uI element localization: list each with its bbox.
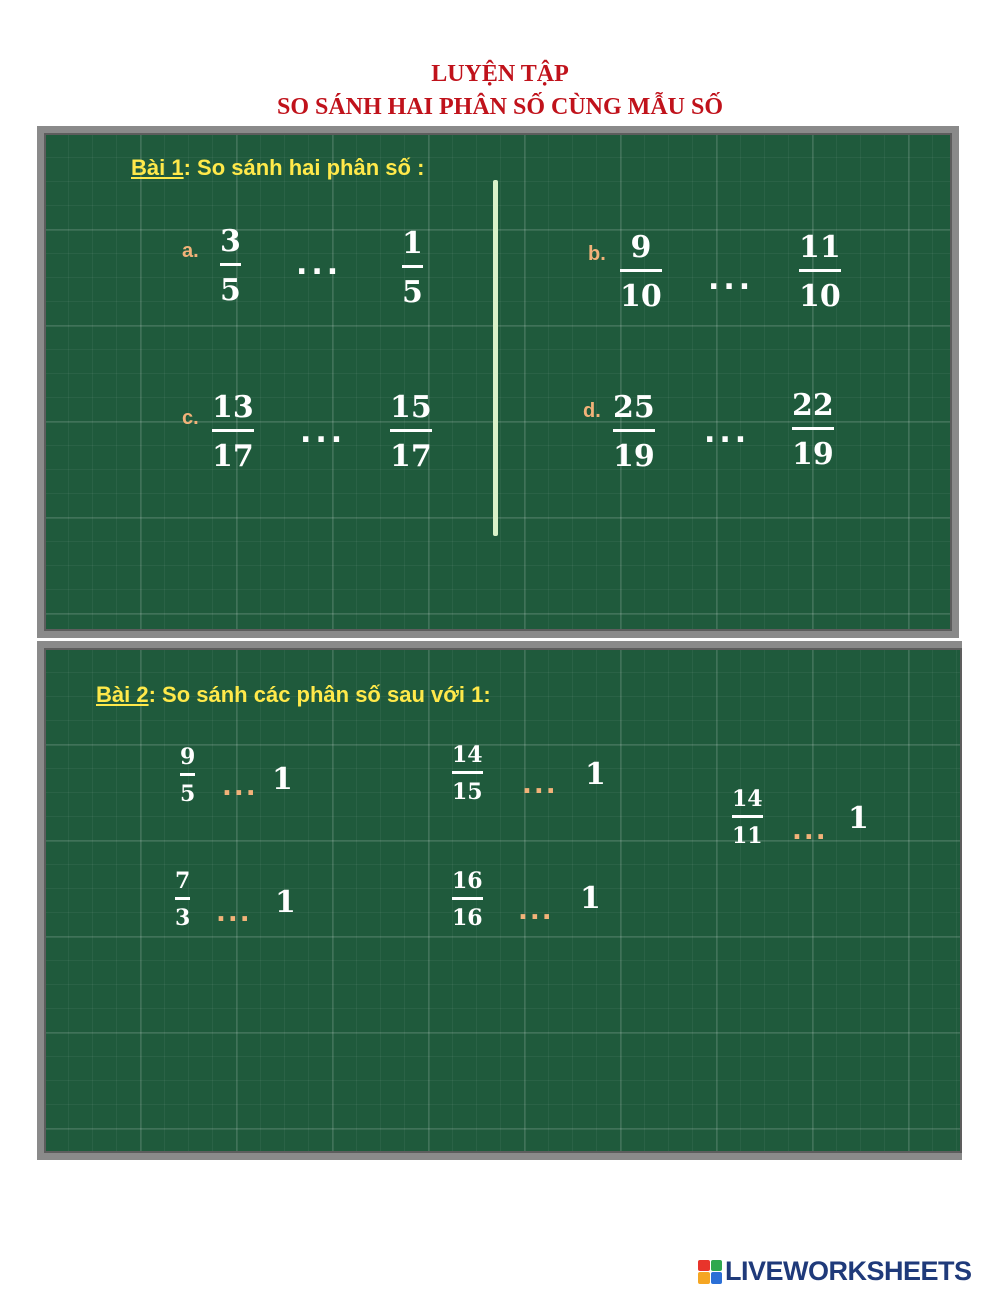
item-c-compare-blank[interactable]: ... xyxy=(300,415,347,450)
ex2-compare-blank-4[interactable]: ... xyxy=(216,898,252,928)
denominator: 15 xyxy=(452,779,483,805)
item-b-compare-blank[interactable]: ... xyxy=(708,262,755,297)
chalkboard-exercise-1 xyxy=(37,126,959,638)
item-c-left-fraction xyxy=(212,390,254,474)
fraction-bar xyxy=(613,429,655,432)
denominator: 5 xyxy=(180,781,196,807)
ex2-one-4: 1 xyxy=(275,885,296,920)
ex2-fraction-1 xyxy=(180,746,195,805)
fraction-bar xyxy=(180,773,195,776)
exercise-2-heading xyxy=(96,682,491,708)
page-subtitle: SO SÁNH HAI PHÂN SỐ CÙNG MẪU SỐ xyxy=(276,94,724,120)
liveworksheets-logo-icon xyxy=(698,1260,722,1284)
fraction-bar xyxy=(732,815,763,818)
ex2-compare-blank-1[interactable]: ... xyxy=(222,772,258,802)
numerator: 13 xyxy=(212,390,254,425)
exercise-1-label: Bài 1 xyxy=(131,155,184,180)
denominator: 17 xyxy=(212,439,254,474)
item-a-compare-blank[interactable]: ... xyxy=(296,247,343,282)
exercise-2-label: Bài 2 xyxy=(96,682,149,707)
numerator: 25 xyxy=(613,390,655,425)
numerator: 14 xyxy=(452,742,483,768)
fraction-bar xyxy=(799,269,841,272)
numerator: 11 xyxy=(799,230,841,265)
ex2-one-3: 1 xyxy=(848,801,869,836)
denominator: 11 xyxy=(732,823,763,849)
logo-square xyxy=(711,1272,723,1284)
brand-name: LIVEWORKSHEETS xyxy=(725,1256,972,1286)
ex2-fraction-4 xyxy=(175,870,190,929)
denominator: 17 xyxy=(390,439,432,474)
numerator: 3 xyxy=(220,224,241,259)
item-c-right-fraction xyxy=(390,390,432,474)
ex2-one-5: 1 xyxy=(580,881,601,916)
ex2-one-1: 1 xyxy=(272,762,293,797)
item-b-right-fraction xyxy=(799,230,841,314)
ex2-compare-blank-2[interactable]: ... xyxy=(522,770,558,800)
numerator: 1 xyxy=(402,226,423,261)
denominator: 5 xyxy=(220,273,241,308)
logo-square xyxy=(698,1272,710,1284)
denominator: 3 xyxy=(175,905,191,931)
logo-square xyxy=(698,1260,710,1272)
fraction-bar xyxy=(452,771,483,774)
numerator: 9 xyxy=(180,744,196,770)
denominator: 5 xyxy=(402,275,423,310)
item-a-label: a. xyxy=(182,240,199,262)
item-a-left-fraction xyxy=(220,224,241,308)
item-a-right-fraction xyxy=(402,226,423,310)
board-divider xyxy=(493,180,498,536)
ex2-fraction-2 xyxy=(452,744,483,803)
exercise-1-heading xyxy=(131,155,424,181)
fraction-bar xyxy=(220,263,241,266)
fraction-bar xyxy=(792,427,834,430)
ex2-compare-blank-3[interactable]: ... xyxy=(792,816,828,846)
denominator: 10 xyxy=(799,279,841,314)
item-d-left-fraction xyxy=(613,390,655,474)
item-b-label: b. xyxy=(588,243,606,265)
numerator: 22 xyxy=(792,388,834,423)
fraction-bar xyxy=(452,897,483,900)
item-b-left-fraction xyxy=(620,230,662,314)
item-d-right-fraction xyxy=(792,388,834,472)
denominator: 19 xyxy=(613,439,655,474)
liveworksheets-brand xyxy=(698,1256,972,1287)
fraction-bar xyxy=(402,265,423,268)
denominator: 10 xyxy=(620,279,662,314)
page-title: LUYỆN TẬP xyxy=(431,61,569,87)
ex2-fraction-3 xyxy=(732,788,763,847)
ex2-one-2: 1 xyxy=(585,757,606,792)
fraction-bar xyxy=(212,429,254,432)
denominator: 16 xyxy=(452,905,483,931)
item-c-label: c. xyxy=(182,407,199,429)
logo-square xyxy=(711,1260,723,1272)
ex2-compare-blank-5[interactable]: ... xyxy=(518,896,554,926)
numerator: 9 xyxy=(630,230,652,265)
fraction-bar xyxy=(390,429,432,432)
item-d-label: d. xyxy=(583,400,601,422)
denominator: 19 xyxy=(792,437,834,472)
numerator: 16 xyxy=(452,868,483,894)
exercise-1-instruction: : So sánh hai phân số : xyxy=(183,155,425,180)
numerator: 7 xyxy=(175,868,191,894)
exercise-2-instruction: : So sánh các phân số sau với 1: xyxy=(148,682,491,707)
fraction-bar xyxy=(620,269,662,272)
ex2-fraction-5 xyxy=(452,870,483,929)
item-d-compare-blank[interactable]: ... xyxy=(704,415,751,450)
fraction-bar xyxy=(175,897,190,900)
numerator: 15 xyxy=(390,390,432,425)
numerator: 14 xyxy=(732,786,763,812)
